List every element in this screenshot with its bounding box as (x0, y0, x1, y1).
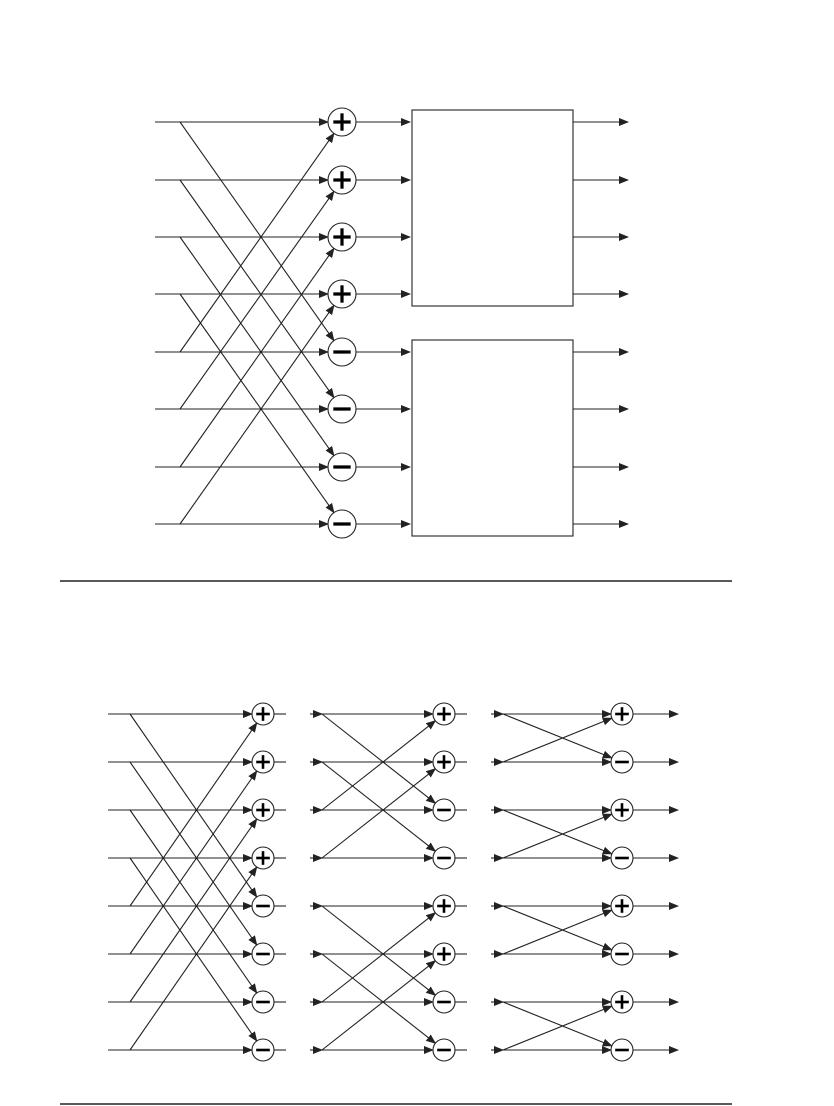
s1-adder-minus-4 (252, 895, 274, 917)
s1-adder-plus-3 (252, 847, 274, 869)
s3-adder-minus-7 (611, 1039, 633, 1061)
s3-cross-edge-1 (503, 718, 612, 762)
s1-cross-edge-3 (130, 858, 257, 1041)
s2-cross-edge-7 (322, 961, 435, 1050)
s2-cross-edge-6 (322, 913, 435, 1002)
adder-minus-7 (328, 510, 356, 538)
adder-plus-3 (328, 280, 356, 308)
s3-adder-minus-3 (611, 847, 633, 869)
cross-edge-6 (180, 248, 334, 467)
s2-adder-minus-3 (433, 847, 455, 869)
s1-cross-edge-6 (130, 819, 257, 1002)
cross-edge-3 (180, 294, 334, 513)
s3-adder-plus-2 (611, 799, 633, 821)
s2-adder-minus-7 (433, 1039, 455, 1061)
s2-adder-plus-0 (433, 703, 455, 725)
top-flow-graph (155, 108, 628, 538)
s2-cross-edge-2 (322, 721, 435, 810)
adder-minus-4 (328, 338, 356, 366)
s3-cross-edge-3 (503, 814, 612, 858)
adder-plus-0 (328, 108, 356, 136)
adder-plus-2 (328, 223, 356, 251)
s2-adder-plus-5 (433, 943, 455, 965)
s3-adder-plus-0 (611, 703, 633, 725)
block-upper (412, 110, 573, 306)
adder-minus-6 (328, 453, 356, 481)
s3-cross-edge-5 (503, 910, 612, 954)
s3-adder-plus-4 (611, 895, 633, 917)
s3-adder-minus-1 (611, 751, 633, 773)
s3-cross-edge-6 (503, 1002, 612, 1046)
s1-cross-edge-0 (130, 714, 257, 897)
s2-cross-edge-5 (322, 954, 435, 1043)
s3-cross-edge-2 (503, 810, 612, 854)
s1-adder-minus-5 (252, 943, 274, 965)
s1-adder-plus-1 (252, 751, 274, 773)
block-lower (412, 340, 573, 536)
s3-adder-minus-5 (611, 943, 633, 965)
s1-cross-edge-7 (130, 867, 257, 1050)
cross-edge-0 (180, 122, 334, 341)
cross-edge-4 (180, 133, 334, 352)
cross-edge-7 (180, 305, 334, 524)
s2-cross-edge-0 (322, 714, 435, 803)
cross-edge-1 (180, 180, 334, 398)
s1-cross-edge-5 (130, 771, 257, 954)
adder-plus-1 (328, 166, 356, 194)
s1-cross-edge-4 (130, 723, 257, 906)
s2-adder-minus-6 (433, 991, 455, 1013)
s1-adder-minus-6 (252, 991, 274, 1013)
s2-cross-edge-4 (322, 906, 435, 995)
s2-cross-edge-3 (322, 769, 435, 858)
s1-cross-edge-2 (130, 810, 257, 993)
s3-cross-edge-7 (503, 1006, 612, 1050)
s3-cross-edge-0 (503, 714, 612, 758)
adder-minus-5 (328, 395, 356, 423)
s2-adder-minus-2 (433, 799, 455, 821)
s2-adder-plus-1 (433, 751, 455, 773)
s3-adder-plus-6 (611, 991, 633, 1013)
s2-cross-edge-1 (322, 762, 435, 851)
cross-edge-5 (180, 191, 334, 409)
s1-adder-plus-2 (252, 799, 274, 821)
bottom-flow-graph (108, 703, 678, 1061)
s2-adder-plus-4 (433, 895, 455, 917)
s1-adder-minus-7 (252, 1039, 274, 1061)
s1-adder-plus-0 (252, 703, 274, 725)
s3-cross-edge-4 (503, 906, 612, 950)
cross-edge-2 (180, 237, 334, 456)
s1-cross-edge-1 (130, 762, 257, 945)
